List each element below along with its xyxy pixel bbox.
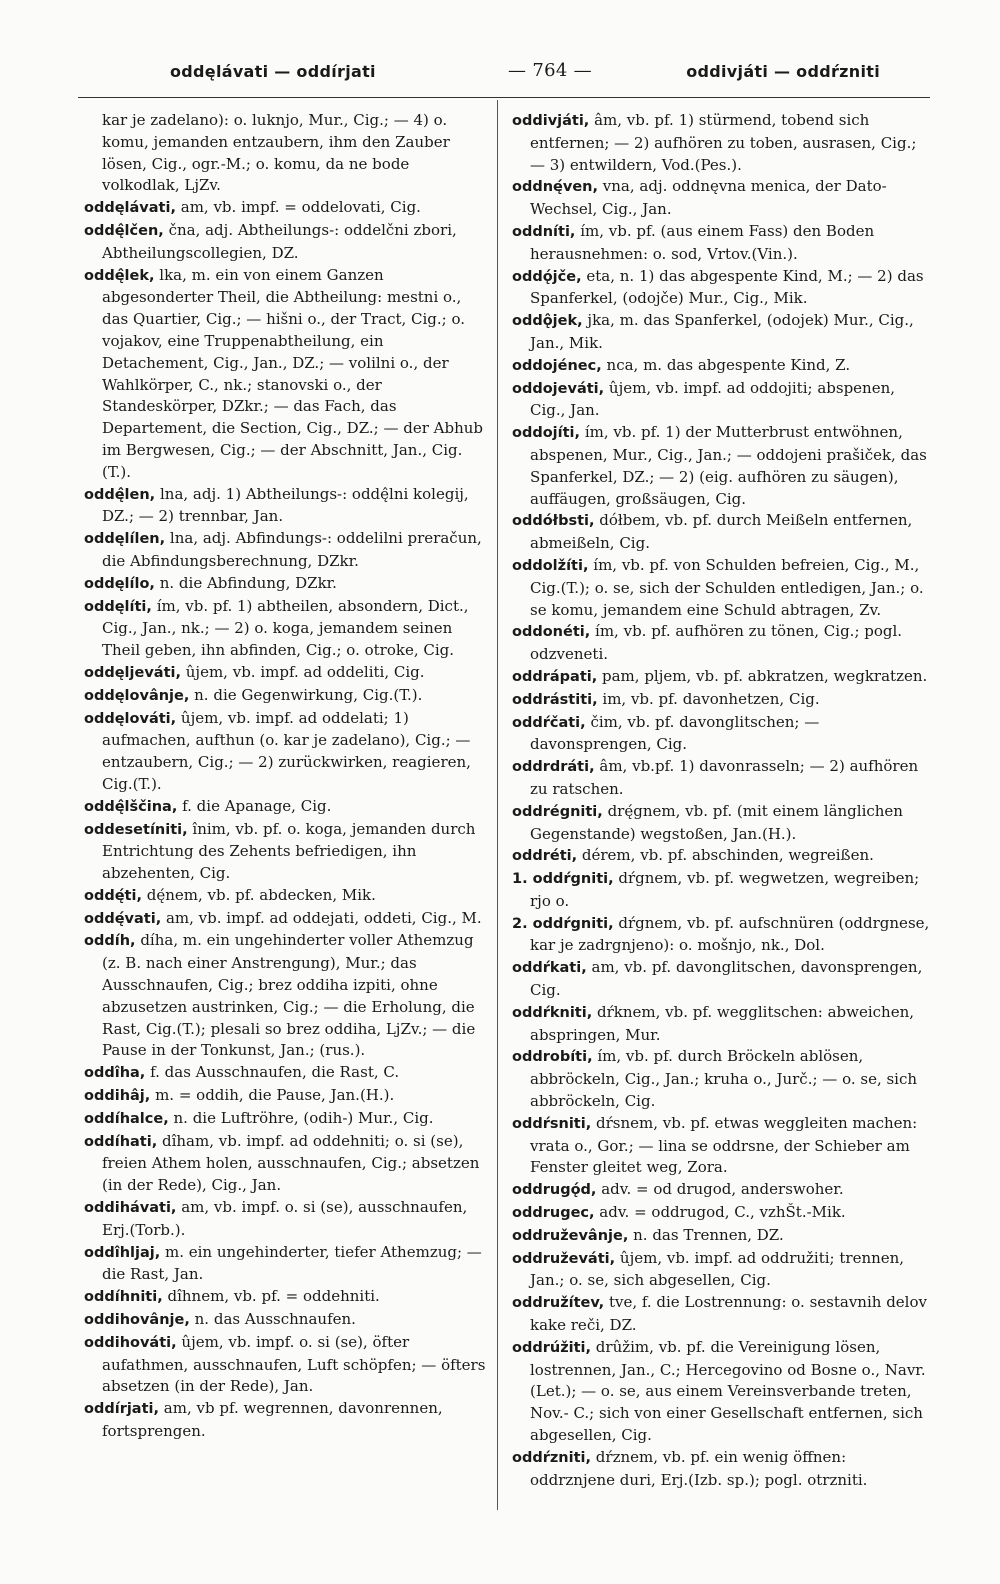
dictionary-entry [512, 845, 932, 868]
dictionary-entry [84, 1062, 489, 1085]
entry-definition: am, vb pf. wegrennen, davonrennen, fortsprengen. [102, 1399, 443, 1441]
entry-definition: dîhnem, vb. pf. = oddehniti. [167, 1287, 380, 1306]
entry-headword: oddrástiti, [512, 691, 598, 708]
entry-definition: tve, f. die Lostrennung: o. sestavnih delov kake reči, DZ. [530, 1293, 927, 1335]
entry-definition: m. = oddih, die Pause, Jan.(H.). [155, 1086, 395, 1105]
entry-definition: drûžim, vb. pf. die Vereinigung lösen, lostrennen, Jan., C.; Hercegovino od Bosne o., Navr.(Let.); — o. se, aus einem Vereinsverbande treten, Nov.- C.; sich von einer Gesellschaft entfernen, sich abgesellen, Cig. [530, 1337, 926, 1445]
right-column [512, 110, 932, 1491]
entry-headword: oddę̂lščina, [84, 798, 178, 815]
entry-definition: ím, vb. pf. aufhören zu tönen, Cig.; pogl. odzveneti. [530, 622, 903, 664]
entry-headword: oddihâj, [84, 1088, 151, 1105]
dictionary-entry [84, 484, 489, 529]
entry-headword: oddruževáti, [512, 1250, 616, 1267]
dictionary-entry [512, 1113, 932, 1179]
left-column [84, 110, 489, 1443]
dictionary-entry [84, 708, 489, 796]
dictionary-entry [512, 1248, 932, 1293]
dictionary-entry [512, 110, 932, 176]
dictionary-entry [512, 1447, 932, 1492]
entry-headword: oddęlovânje, [84, 687, 190, 704]
entry-definition: ûjem, vb. impf. ad oddružiti; trennen, Jan.; o. se, sich abgesellen, Cig. [530, 1248, 905, 1290]
entry-definition: ím, vb. pf. durch Bröckeln ablösen, abbröckeln, Cig., Jan.; kruha o., Jurč.; — o. se, sich abbröckeln, Cig. [530, 1047, 918, 1111]
entry-headword: oddęlíti, [84, 598, 152, 615]
entry-headword: oddníti, [512, 223, 576, 240]
entry-headword: oddrobíti, [512, 1049, 593, 1066]
entry-headword: oddružítev, [512, 1295, 605, 1312]
entry-headword: oddę̂lčen, [84, 222, 164, 239]
entry-headword: 2. oddŕgniti, [512, 915, 614, 932]
dictionary-entry [84, 1332, 489, 1398]
entry-headword: oddruževânje, [512, 1227, 629, 1244]
dictionary-entry [84, 662, 489, 685]
entry-headword: oddę́vati, [84, 910, 162, 927]
dictionary-entry [512, 422, 932, 510]
entry-headword: oddęlávati, [84, 200, 176, 217]
dictionary-entry [84, 930, 489, 1062]
entry-headword: oddîha, [84, 1065, 146, 1082]
entry-headword: oddojeváti, [512, 380, 605, 397]
entry-definition: am, vb. impf. = oddelovati, Cig. [180, 198, 421, 217]
entry-headword: oddolžíti, [512, 557, 589, 574]
entry-definition: ûjem, vb. impf. ad oddeliti, Cig. [185, 662, 425, 681]
entry-definition: âm, vb. pf. 1) stürmend, tobend sich entfernen; — 2) aufhören zu toben, ausrasen, Cig.; — 3) entwildern, Vod.(Pes.). [530, 111, 917, 174]
entry-definition: dę́nem, vb. pf. abdecken, Mik. [146, 885, 376, 904]
entry-headword: oddrúžiti, [512, 1339, 592, 1356]
dictionary-entry [512, 355, 932, 378]
entry-headword: oddrápati, [512, 668, 598, 685]
dictionary-entry [512, 913, 932, 958]
dictionary-entry [512, 689, 932, 712]
entry-definition: ûjem, vb. impf. ad oddelati; 1) aufmachen, aufthun (o. kar je zadelano), Cig.; — entzaubern, Cig.; — 2) zurückwirken, reagieren, Cig.(T.). [102, 708, 471, 793]
entry-headword: oddivjáti, [512, 113, 590, 129]
entry-definition: adv. = oddrugod, C., vzhŠt.-Mik. [599, 1203, 846, 1222]
entry-definition: kar je zadelano): o. luknjo, Mur., Cig.; — 4) o. komu, jemanden entzaubern, ihm den Zauber lösen, Cig., ogr.-M.; o. komu, da ne bode volkodlak, LjZv. [102, 111, 450, 195]
entry-definition: dŕgnem, vb. pf. aufschnüren (oddrgnese, kar je zadrgnjeno): o. mošnjo, nk., Dol. [530, 913, 930, 955]
entry-headword: oddŕsniti, [512, 1115, 592, 1132]
entry-headword: oddíhniti, [84, 1289, 163, 1306]
dictionary-entry [84, 220, 489, 265]
entry-definition: înim, vb. pf. o. koga, jemanden durch Entrichtung des Zehents befriedigen, ihn abzehenten, Cig. [102, 819, 476, 883]
entry-headword: 1. oddŕgniti, [512, 871, 614, 888]
entry-definition: adv. = od drugod, anderswoher. [601, 1180, 844, 1199]
dictionary-entry [84, 1131, 489, 1197]
dictionary-entry [512, 1179, 932, 1202]
entry-definition: dîham, vb. impf. ad oddehniti; o. si (se), freien Athem holen, ausschnaufen, Cig.; absetzen (in der Rede), Cig., Jan. [102, 1131, 480, 1195]
entry-headword: oddrugǫ́d, [512, 1182, 597, 1199]
entry-headword: oddę́ti, [84, 887, 142, 904]
dictionary-entry [512, 801, 932, 846]
entry-definition: ûjem, vb. impf. o. si (se), öfter aufathmen, ausschnaufen, Luft schöpfen; — öfters absetzen (in der Rede), Jan. [102, 1332, 486, 1396]
entry-definition: čim, vb. pf. davonglitschen; — davonsprengen, Cig. [530, 712, 820, 754]
entry-definition: dółbem, vb. pf. durch Meißeln entfernen, abmeißeln, Cig. [530, 511, 913, 553]
entry-definition: am, vb. impf. ad oddejati, oddeti, Cig., M. [165, 908, 482, 927]
entry-definition: jka, m. das Spanferkel, (odojek) Mur., Cig., Jan., Mik. [530, 311, 914, 352]
entry-headword: oddęlováti, [84, 710, 177, 727]
dictionary-entry [84, 885, 489, 908]
entry-headword: oddęlílo, [84, 575, 155, 592]
entry-headword: oddihovânje, [84, 1312, 190, 1329]
entry-headword: oddréti, [512, 848, 578, 865]
entry-definition: âm, vb.pf. 1) davonrasseln; — 2) aufhören zu ratschen. [530, 757, 919, 798]
dictionary-entry [84, 596, 489, 662]
entry-definition: díha, m. ein ungehinderter voller Athemzug (z. B. nach einer Anstrengung), Mur.; das Ausschnaufen, Cig.; brez oddiha izpiti, ohne abzusetzen austrinken, Cig.; — die Erholung, die Rast, Cig.(T.); plesali so brez oddiha, LjZv.; — die Pause in der Tonkunst, Jan.; (rus.). [102, 931, 476, 1060]
entry-definition: ûjem, vb. impf. ad oddojiti; abspenen, Cig., Jan. [530, 378, 896, 420]
dictionary-entry [512, 1002, 932, 1047]
entry-headword: oddonéti, [512, 624, 591, 641]
entry-definition: m. ein ungehinderter, tiefer Athemzug; — die Rast, Jan. [102, 1242, 482, 1284]
entry-definition: ím, vb. pf. von Schulden befreien, Cig., M., Cig.(T.); o. se, sich der Schulden entledigen, Jan.; o. se komu, jemandem eine Schuld abtragen, Zv. [530, 555, 924, 619]
entry-headword: oddihováti, [84, 1334, 177, 1351]
entry-definition: ím, vb. pf. (aus einem Fass) den Boden herausnehmen: o. sod, Vrtov.(Vin.). [530, 221, 875, 263]
dictionary-entry [512, 712, 932, 757]
dictionary-entry [512, 510, 932, 555]
entry-headword: oddŕkniti, [512, 1004, 593, 1021]
dictionary-entry [84, 819, 489, 885]
entry-definition: lna, adj. 1) Abtheilungs-: oddę̂lni kolegij, DZ.; — 2) trennbar, Jan. [102, 484, 469, 526]
entry-headword: oddíhalce, [84, 1110, 169, 1127]
entry-definition: n. das Trennen, DZ. [633, 1225, 784, 1244]
entry-definition: n. die Abfindung, DZkr. [159, 573, 337, 592]
entry-headword: oddŕzniti, [512, 1449, 592, 1466]
dictionary-entry [512, 1202, 932, 1225]
entry-definition: f. das Ausschnaufen, die Rast, C. [150, 1063, 400, 1082]
entry-definition: dŕgnem, vb. pf. wegwetzen, wegreiben; rjo o. [530, 869, 920, 910]
dictionary-entry [512, 266, 932, 311]
dictionary-entry [512, 378, 932, 423]
entry-definition: dŕznem, vb. pf. ein wenig öffnen: oddrznjene duri, Erj.(Izb. sp.); pogl. otrzniti. [530, 1447, 868, 1489]
entry-definition: lka, m. ein von einem Ganzen abgesonderter Theil, die Abtheilung: mestni o., das Quartier, Cig.; — hišni o., der Tract, Cig.; o. vojakov, eine Truppenabtheilung, ein Detachement, Cig., Jan., DZ.; — volilni o., der Wahlkörper, C., nk.; stanovski o., der Standeskörper, DZkr.; — das Fach, das Departement, die Section, Cig., DZ.; — der Abhub im Bergwesen, Cig.; — der Abschnitt, Jan., Cig.(T.). [102, 265, 483, 481]
dictionary-entry [84, 110, 489, 197]
dictionary-entry [512, 868, 932, 913]
dictionary-entry [84, 1197, 489, 1242]
column-divider [497, 100, 498, 1510]
entry-definition: dŕsnem, vb. pf. etwas weggleiten machen: vrata o., Gor.; — lina se oddrsne, der Schieber am Fenster gleitet weg, Zora. [530, 1113, 918, 1177]
header-right-guideword: oddivjáti — oddŕzniti [686, 62, 880, 81]
header-left-guideword: oddęlávati — oddírjati [170, 62, 376, 81]
entry-headword: oddǫ́jče, [512, 268, 582, 285]
entry-headword: oddęljeváti, [84, 664, 181, 681]
entry-headword: oddihávati, [84, 1200, 177, 1217]
entry-headword: oddíh, [84, 933, 136, 950]
dictionary-entry [512, 310, 932, 355]
dictionary-entry [84, 1286, 489, 1309]
dictionary-entry [84, 1085, 489, 1108]
entry-headword: oddǫ̂jek, [512, 313, 583, 330]
dictionary-entry [84, 573, 489, 596]
entry-headword: oddrdráti, [512, 759, 595, 776]
entry-definition: lna, adj. Abfindungs-: oddelilni preračun, die Abfindungsberechnung, DZkr. [102, 529, 482, 570]
entry-definition: n. die Luftröhre, (odih-) Mur., Cig. [173, 1108, 434, 1127]
entry-definition: eta, n. 1) das abgespente Kind, M.; — 2) das Spanferkel, (odojče) Mur., Cig., Mik. [530, 266, 924, 308]
entry-definition: n. das Ausschnaufen. [194, 1310, 356, 1329]
dictionary-entry [512, 666, 932, 689]
dictionary-entry [84, 1309, 489, 1332]
entry-definition: am, vb. pf. davonglitschen, davonsprengen, Cig. [530, 958, 923, 1000]
entry-definition: ím, vb. pf. 1) der Mutterbrust entwöhnen, abspenen, Mur., Cig., Jan.; — oddojeni prašiček, das Spanferkel, DZ.; — 2) (eig. aufhören zu säugen), auffäugen, großsäugen, Cig. [530, 423, 927, 508]
entry-definition: dérem, vb. pf. abschinden, wegreißen. [581, 846, 874, 865]
dictionary-entry [84, 685, 489, 708]
entry-headword: oddęlílen, [84, 531, 166, 548]
entry-headword: oddesetíniti, [84, 821, 188, 838]
entry-headword: oddŕkati, [512, 960, 587, 977]
entry-definition: n. die Gegenwirkung, Cig.(T.). [194, 685, 423, 704]
entry-definition: am, vb. impf. o. si (se), ausschnaufen, Erj.(Torb.). [102, 1198, 468, 1239]
dictionary-entry [512, 621, 932, 666]
entry-definition: čna, adj. Abtheilungs-: oddelčni zbori, Abtheilungscollegien, DZ. [102, 220, 457, 262]
dictionary-entry [84, 265, 489, 484]
entry-headword: oddę̂len, [84, 486, 156, 503]
entry-headword: oddrégniti, [512, 803, 603, 820]
dictionary-entry [84, 1398, 489, 1443]
entry-headword: oddojénec, [512, 357, 602, 374]
dictionary-entry [84, 1242, 489, 1287]
entry-headword: oddółbsti, [512, 513, 595, 530]
entry-definition: f. die Apanage, Cig. [182, 796, 332, 815]
header-rule [78, 97, 930, 98]
entry-headword: oddîhljaj, [84, 1244, 161, 1261]
entry-headword: oddę̂lek, [84, 267, 155, 284]
dictionary-entry [512, 756, 932, 801]
dictionary-entry [84, 908, 489, 931]
dictionary-entry [512, 555, 932, 621]
entry-headword: oddírjati, [84, 1401, 160, 1418]
entry-definition: pam, pljem, vb. pf. abkratzen, wegkratzen. [602, 666, 928, 685]
entry-definition: vna, adj. oddnęvna menica, der Dato-Wechsel, Cig., Jan. [530, 177, 887, 219]
entry-headword: oddojíti, [512, 425, 581, 442]
dictionary-entry [512, 1292, 932, 1337]
dictionary-entry [512, 1337, 932, 1447]
page-number: — 764 — [508, 60, 592, 81]
entry-definition: nca, m. das abgespente Kind, Z. [606, 355, 851, 374]
dictionary-entry [84, 1108, 489, 1131]
entry-headword: oddnę́ven, [512, 179, 598, 196]
dictionary-entry [84, 528, 489, 573]
entry-headword: oddrugec, [512, 1205, 595, 1222]
dictionary-entry [512, 1225, 932, 1248]
entry-definition: ím, vb. pf. 1) abtheilen, absondern, Dict., Cig., Jan., nk.; — 2) o. koga, jemandem seinen Theil geben, ihn abfinden, Cig.; o. otroke, Cig. [102, 596, 469, 660]
dictionary-entry [512, 221, 932, 266]
dictionary-entry [84, 197, 489, 220]
entry-definition: im, vb. pf. davonhetzen, Cig. [602, 689, 820, 708]
dictionary-entry [512, 957, 932, 1002]
page-header [60, 56, 940, 88]
entry-definition: dŕknem, vb. pf. wegglitschen: abweichen, abspringen, Mur. [530, 1002, 915, 1044]
entry-headword: oddíhati, [84, 1133, 158, 1150]
entry-headword: oddŕčati, [512, 714, 586, 731]
dictionary-entry [512, 176, 932, 221]
dictionary-entry [512, 1046, 932, 1112]
dictionary-entry [84, 796, 489, 819]
entry-definition: drę́gnem, vb. pf. (mit einem länglichen Gegenstande) wegstoßen, Jan.(H.). [530, 801, 903, 843]
